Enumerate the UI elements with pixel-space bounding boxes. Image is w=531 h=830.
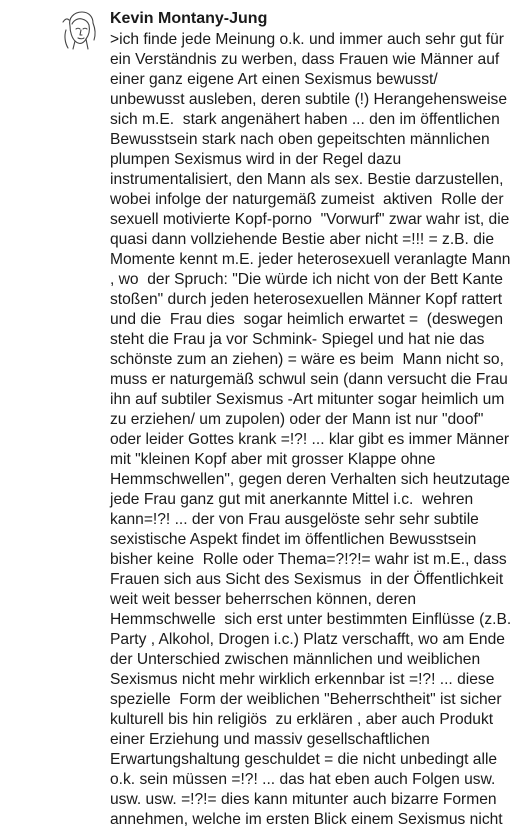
comment-line: ihn auf subtiler Sexismus -Art mitunter sogar heimlich um bbox=[110, 391, 505, 408]
comment-line: Sexismus nicht mehr wirklich erkennbar ist =!?! ... diese bbox=[110, 671, 495, 688]
comment-line: Party , Alkohol, Drogen i.c.) Platz verschafft, wo am Ende bbox=[110, 631, 505, 648]
comment-line: sexuell motivierte Kopf-porno "Vorwurf" zwar wahr ist, die bbox=[110, 211, 510, 228]
comment-line: quasi dann vollziehende Bestie aber nicht =!!! = z.B. die bbox=[110, 231, 495, 248]
comment-line: unbewusst ausleben, deren subtile (!) Herangehensweise bbox=[110, 91, 508, 108]
comment-line: mit "kleinen Kopf aber mit grosser Klappe ohne bbox=[110, 451, 436, 468]
avatar[interactable] bbox=[58, 8, 102, 52]
comment-line: sich m.E. stark angenähert haben ... den im öffentlichen bbox=[110, 111, 500, 128]
comment-line: jede Frau ganz gut mit anerkannte Mittel i.c. wehren bbox=[110, 491, 474, 508]
comment-line: kann=!?! ... der von Frau ausgelöste sehr sehr subtile bbox=[110, 511, 479, 528]
comment-line: annehmen, welche im ersten Blick einem Sexismus nicht bbox=[110, 811, 503, 828]
comment-content bbox=[110, 8, 522, 830]
comment-line: Momente kennt m.E. jeder heterosexuell veranlagte Mann bbox=[110, 251, 511, 268]
comment-line: sexistische Aspekt findet im öffentlichen Bewusstsein bbox=[110, 531, 477, 548]
comment-line: plumpen Sexismus wird in der Regel dazu bbox=[110, 151, 402, 168]
comment-line: ein Verständnis zu werben, dass Frauen wie Männer auf bbox=[110, 51, 500, 68]
comment-line: Hemmschwelle sich erst unter bestimmten Einflüsse (z.B. bbox=[110, 611, 512, 628]
portrait-sketch-icon bbox=[58, 8, 102, 52]
comment-line: >ich finde jede Meinung o.k. und immer auch sehr gut für bbox=[110, 31, 504, 48]
comment-line: weit weit besser beherrschen können, deren bbox=[110, 591, 416, 608]
author-name[interactable]: Kevin Montany-Jung bbox=[110, 10, 268, 27]
comment-line: spezielle Form der weiblichen "Beherrschtheit" ist sicher bbox=[110, 691, 502, 708]
comment-line: usw. usw. =!?!= dies kann mitunter auch bizarre Formen bbox=[110, 791, 497, 808]
comment-line: stoßen" durch jeden heterosexuellen Männer Kopf rattert bbox=[110, 291, 503, 308]
comment-line: steht die Frau ja vor Schmink- Spiegel und hat nie das bbox=[110, 331, 485, 348]
comment-line: zu erziehen/ um zupolen) oder der Mann ist nur "doof" bbox=[110, 411, 484, 428]
comment-line: kulturell bis hin religiös zu erklären , aber auch Produkt bbox=[110, 711, 494, 728]
comment-line: bisher keine Rolle oder Thema=?!?!= wahr ist m.E., dass bbox=[110, 551, 507, 568]
comment-line: o.k. sein müssen =!?! ... das hat eben auch Folgen usw. bbox=[110, 771, 496, 788]
comment-line: und die Frau dies sogar heimlich erwartet = (deswegen bbox=[110, 311, 504, 328]
comment-line: Bewusstsein stark nach oben gepeitschten männlichen bbox=[110, 131, 490, 148]
comment-line: muss er naturgemäß schwul sein (dann versucht die Frau bbox=[110, 371, 508, 388]
comment-line: schönste zum an ziehen) = wäre es beim Mann nicht so, bbox=[110, 351, 504, 368]
comment-line: Hemmschwellen", gegen deren Verhalten sich heutzutage bbox=[110, 471, 510, 488]
comment-line: einer Erziehung und massiv gesellschaftlichen bbox=[110, 731, 430, 748]
comment-line: wobei infolge der naturgemäß zumeist aktiven Rolle der bbox=[110, 191, 504, 208]
comment-line: einer ganz eigene Art einen Sexismus bewusst/ bbox=[110, 71, 438, 88]
comment-body bbox=[110, 30, 522, 830]
comment-line: Erwartungshaltung geschuldet = die nicht unbedingt alle bbox=[110, 751, 498, 768]
comment-line: der Unterschied zwischen männlichen und weiblichen bbox=[110, 651, 481, 668]
comment-line: , wo der Spruch: "Die würde ich nicht von der Bett Kante bbox=[110, 271, 503, 288]
comment-line: oder leider Gottes krank =!?! ... klar gibt es immer Männer bbox=[110, 431, 510, 448]
comment-line: instrumentalisiert, den Mann als sex. Bestie darzustellen, bbox=[110, 171, 504, 188]
comment-line: Frauen sich aus Sicht des Sexismus in der Öffentlichkeit bbox=[110, 571, 504, 588]
